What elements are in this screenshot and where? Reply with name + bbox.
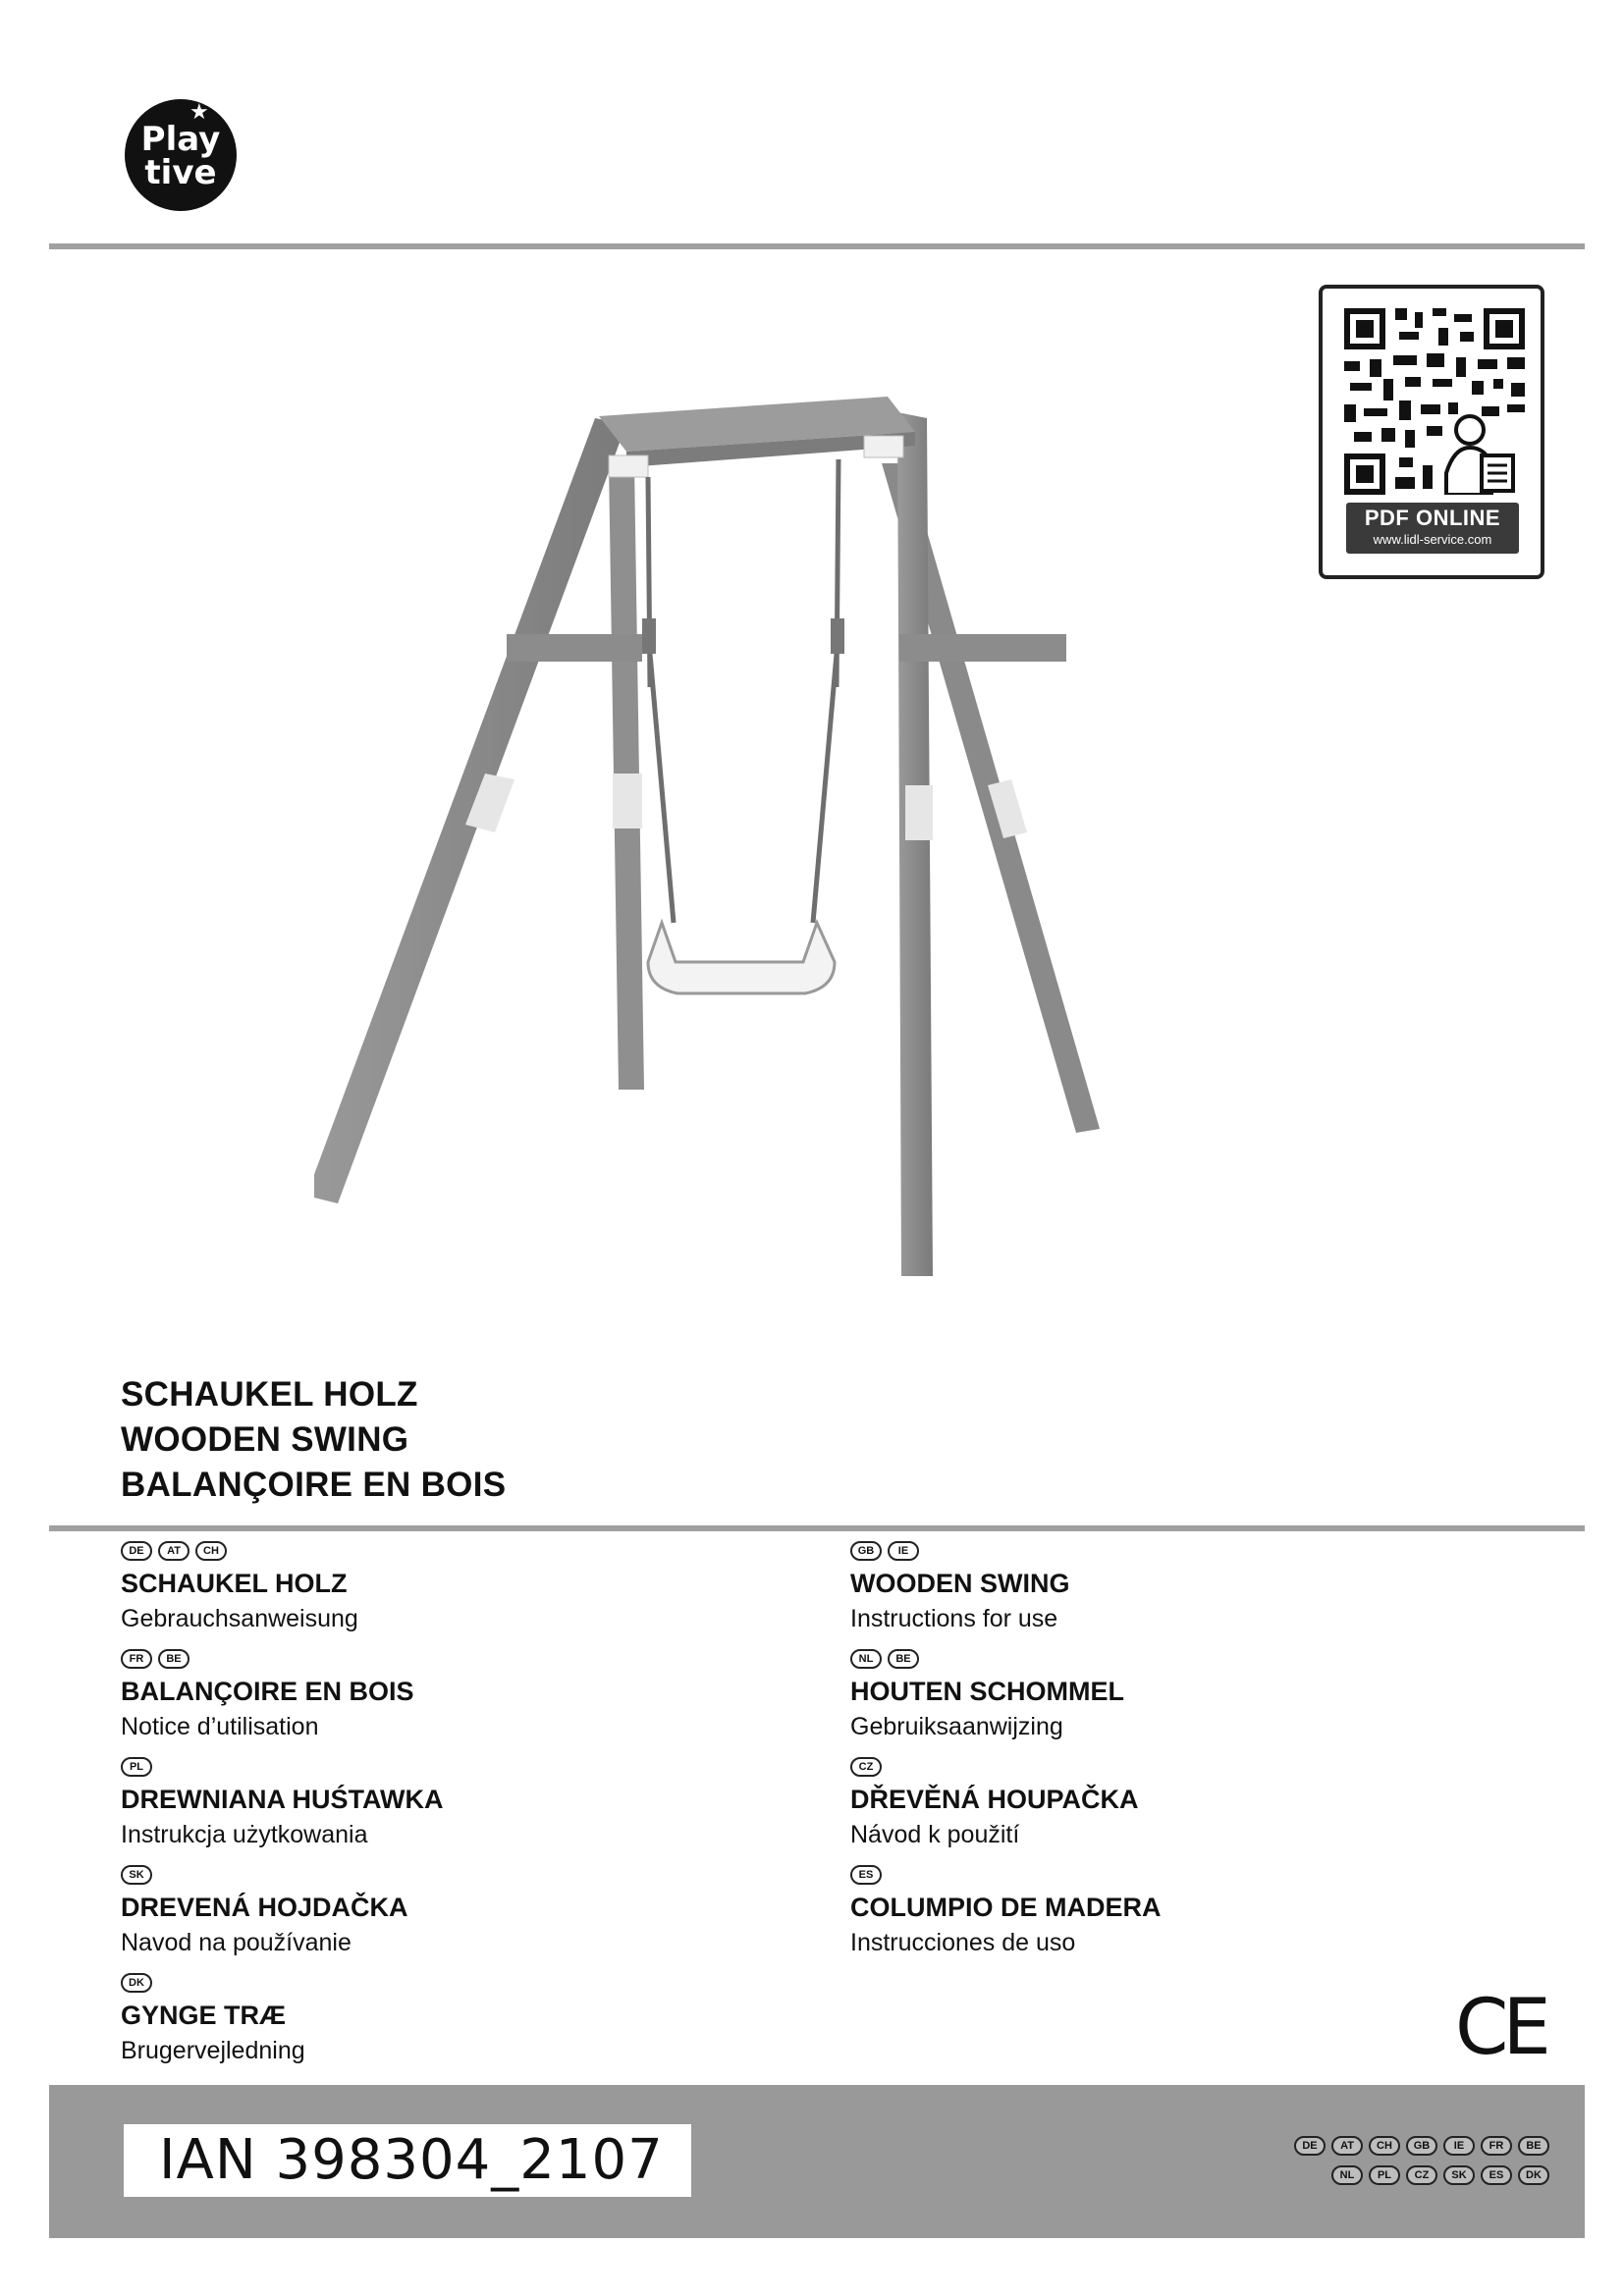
country-badge: DE — [121, 1541, 152, 1561]
country-badge: PL — [1369, 2165, 1400, 2185]
language-title: DREVENÁ HOJDAČKA — [121, 1893, 408, 1922]
logo-line-2: tive — [144, 153, 217, 192]
country-badge: PL — [121, 1757, 152, 1777]
top-divider — [49, 243, 1585, 249]
country-badge: GB — [850, 1541, 882, 1561]
language-entry-dk[interactable] — [121, 1971, 671, 2079]
country-badge: SK — [1443, 2165, 1475, 2185]
language-title: WOODEN SWING — [850, 1569, 1070, 1598]
country-badge: SK — [121, 1865, 152, 1885]
mid-divider — [49, 1525, 1585, 1531]
country-badge: GB — [1406, 2136, 1437, 2156]
country-badge: FR — [1481, 2136, 1512, 2156]
country-badge: DK — [121, 1973, 152, 1993]
country-badge: NL — [1331, 2165, 1363, 2185]
ian-number: IAN 398304_2107 — [124, 2124, 691, 2197]
product-titles — [121, 1372, 506, 1508]
language-entry-es[interactable] — [850, 1863, 1400, 1971]
pdf-online-text: PDF ONLINE — [1364, 506, 1501, 530]
qr-label — [1346, 503, 1519, 554]
title-en: WOODEN SWING — [121, 1420, 409, 1459]
country-badge: DK — [1518, 2165, 1549, 2185]
ce-mark: CE — [1455, 1984, 1545, 2072]
country-badge: FR — [121, 1649, 152, 1669]
language-entry-fr[interactable] — [121, 1647, 671, 1755]
title-fr: BALANÇOIRE EN BOIS — [121, 1466, 507, 1504]
country-badge: CZ — [1406, 2165, 1437, 2185]
language-entry-pl[interactable] — [121, 1755, 671, 1863]
country-badge: AT — [1331, 2136, 1363, 2156]
language-subtitle: Navod na používanie — [121, 1929, 352, 1956]
language-subtitle: Instrucciones de uso — [850, 1929, 1076, 1956]
country-badge: BE — [158, 1649, 189, 1669]
language-subtitle: Návod k použití — [850, 1821, 1020, 1848]
language-title: SCHAUKEL HOLZ — [121, 1569, 348, 1598]
footer-country-badges — [1235, 2136, 1549, 2195]
language-title: DŘEVĚNÁ HOUPAČKA — [850, 1785, 1139, 1814]
language-entry-nl[interactable] — [850, 1647, 1400, 1755]
language-list-right — [850, 1539, 1400, 1971]
playtive-logo — [125, 99, 237, 211]
language-list-left — [121, 1539, 671, 2079]
language-title: GYNGE TRÆ — [121, 2001, 287, 2030]
language-subtitle: Brugervejledning — [121, 2037, 305, 2064]
language-title: HOUTEN SCHOMMEL — [850, 1677, 1124, 1706]
language-subtitle: Notice d’utilisation — [121, 1713, 319, 1740]
title-de: SCHAUKEL HOLZ — [121, 1375, 418, 1414]
country-badge: AT — [158, 1541, 189, 1561]
country-badge: ES — [1481, 2165, 1512, 2185]
language-title: BALANÇOIRE EN BOIS — [121, 1677, 414, 1706]
swing-illustration — [314, 373, 1119, 1296]
lidl-service-url: www.lidl-service.com — [1373, 532, 1492, 547]
logo-line-1: Play — [140, 120, 221, 159]
language-subtitle: Instructions for use — [850, 1605, 1058, 1632]
country-badge: NL — [850, 1649, 882, 1669]
language-entry-gb[interactable] — [850, 1539, 1400, 1647]
country-badge: ES — [850, 1865, 882, 1885]
country-badge: BE — [888, 1649, 919, 1669]
country-badge: CH — [195, 1541, 227, 1561]
language-subtitle: Gebruiksaanwijzing — [850, 1713, 1063, 1740]
qr-code-icon — [1344, 308, 1525, 495]
language-entry-cz[interactable] — [850, 1755, 1400, 1863]
figure-icon: ★ — [189, 99, 209, 124]
qr-code-box[interactable] — [1319, 285, 1544, 579]
country-badge: CZ — [850, 1757, 882, 1777]
country-badge: IE — [888, 1541, 919, 1561]
country-badge: DE — [1294, 2136, 1326, 2156]
footer-bar — [49, 2085, 1585, 2238]
language-title: COLUMPIO DE MADERA — [850, 1893, 1162, 1922]
country-badge: BE — [1518, 2136, 1549, 2156]
language-entry-de[interactable] — [121, 1539, 671, 1647]
language-entry-sk[interactable] — [121, 1863, 671, 1971]
language-title: DREWNIANA HUŚTAWKA — [121, 1785, 444, 1814]
language-subtitle: Gebrauchsanweisung — [121, 1605, 358, 1632]
language-subtitle: Instrukcja użytkowania — [121, 1821, 368, 1848]
country-badge: IE — [1443, 2136, 1475, 2156]
country-badge: CH — [1369, 2136, 1400, 2156]
